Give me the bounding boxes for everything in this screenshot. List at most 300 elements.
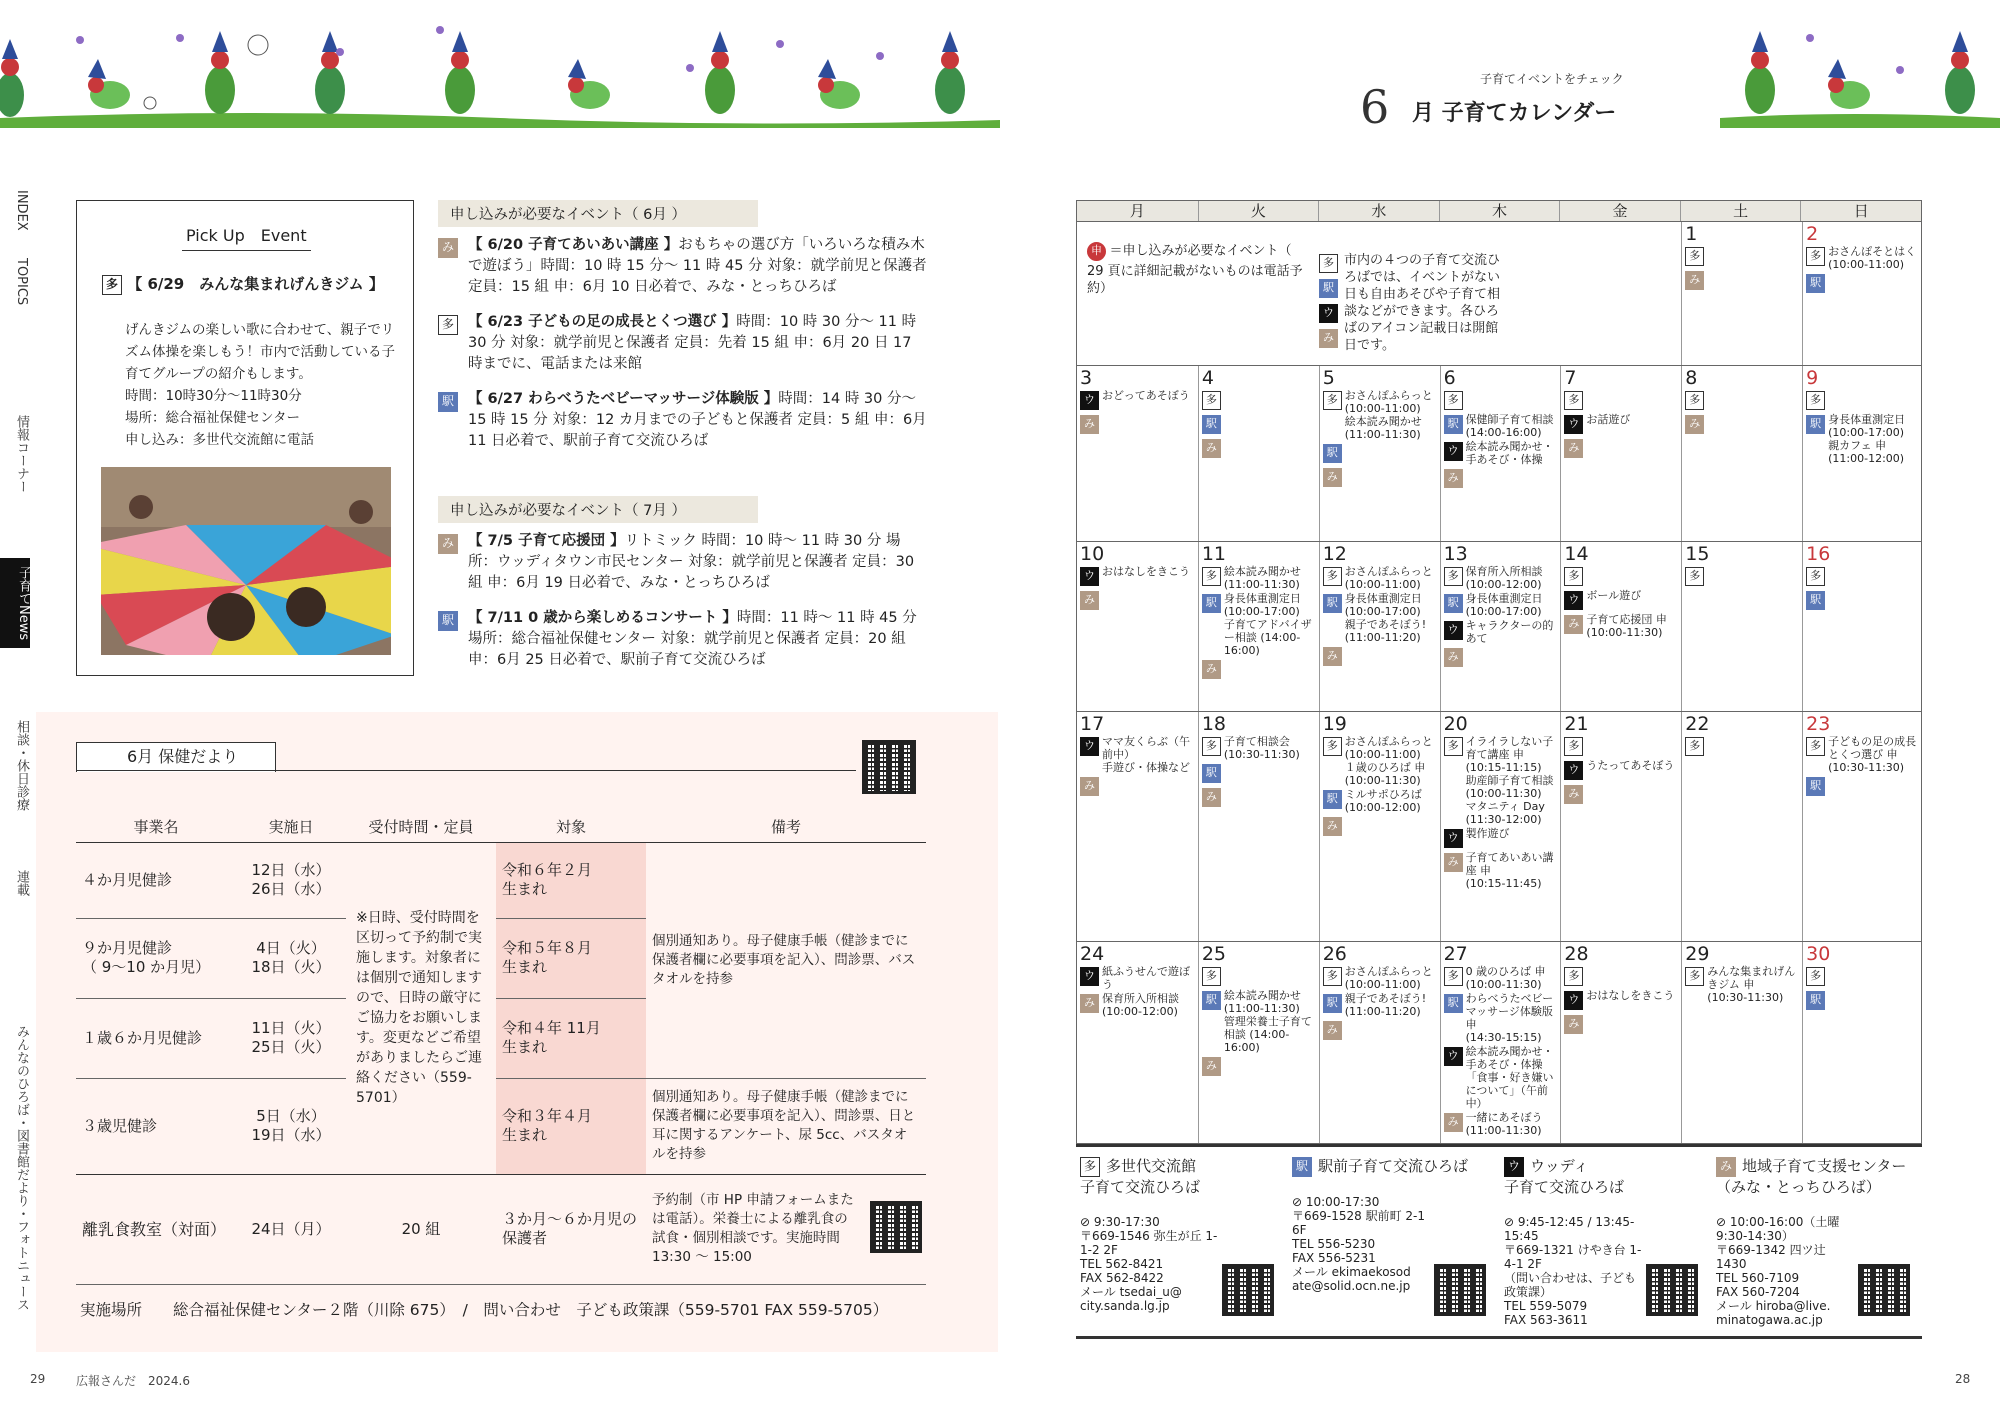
badge-minato: み <box>1444 469 1463 488</box>
weekday-label: 火 <box>1198 201 1319 221</box>
entry-text: おはなしをきこう <box>1102 565 1190 578</box>
calendar-entry <box>1202 786 1316 809</box>
badge-ekimae: 駅 <box>1323 994 1342 1013</box>
calendar-entry <box>1685 413 1799 436</box>
badge-ekimae: 駅 <box>1444 994 1463 1013</box>
calendar-day-cell[interactable] <box>1198 712 1319 941</box>
health-table <box>76 812 926 1285</box>
calendar-entry <box>1080 775 1195 798</box>
calendar-day-cell[interactable] <box>1198 366 1319 541</box>
page-number-left: 29 <box>30 1372 46 1386</box>
sidebar-item-consultation[interactable]: 相談・休日診療 <box>14 720 29 811</box>
calendar-entry <box>1806 589 1920 612</box>
calendar-day-cell[interactable] <box>1440 542 1561 711</box>
entry-text: ボール遊び <box>1586 589 1642 602</box>
badge-ekimae: 駅 <box>1806 591 1825 610</box>
table-row <box>76 1174 926 1284</box>
legend-venue-info: ⊘ 9:45-12:45 / 13:45-15:45 〒669-1321 けやき台 1-4-1 2F （問い合わせは、子ども政策課） TEL 559-5079 FAX 563-3611 <box>1504 1214 1642 1327</box>
pickup-title-text: 【 6/29 みんな集まれげんきジム 】 <box>127 275 384 293</box>
calendar-entry <box>1806 965 1920 988</box>
day-number: 2 <box>1806 223 1819 245</box>
calendar-entry <box>1080 565 1195 588</box>
event-body: リトミック 時間：10 時～ 11 時 30 分 場所：ウッディタウン市民センター 対象：就学前児と保護者 定員：30 組 申：6月 19 日必着で、みな・とっちひろば <box>468 533 915 591</box>
table-row <box>76 1078 926 1174</box>
calendar-entry <box>1564 437 1678 460</box>
entry-text: 身長体重測定日 (10:00-17:00) 親子であそぼう! (11:00-11:20) <box>1344 592 1427 644</box>
calendar-entry <box>1444 389 1558 412</box>
calendar-day-cell[interactable] <box>1802 542 1923 711</box>
entry-text: 子育て相談会 (10:30-11:30) <box>1223 735 1300 761</box>
badge-minato: み <box>1319 329 1338 348</box>
badge-woody: ウ <box>1444 1047 1463 1066</box>
calendar-entry <box>1685 735 1799 758</box>
calendar-day-cell[interactable] <box>1077 366 1198 541</box>
badge-ekimae: 駅 <box>1444 415 1463 434</box>
calendar-entry <box>1444 646 1558 669</box>
entry-text: おさんぽふらっと (10:00-11:00) １歳のひろば 申 (10:00-11:30) <box>1344 735 1433 787</box>
row-target: 令和６年２月 生まれ <box>496 842 646 918</box>
calendar-entry <box>1080 413 1195 436</box>
badge-minato: み <box>1080 777 1099 796</box>
day-number: 15 <box>1685 543 1710 565</box>
badge-tasedai: 多 <box>1080 1157 1100 1177</box>
qr-code[interactable] <box>1222 1264 1274 1316</box>
qr-code[interactable] <box>1646 1264 1698 1316</box>
badge-woody: ウ <box>1444 442 1463 461</box>
entry-text: 絵本読み聞かせ (11:00-11:30) <box>1223 565 1301 591</box>
calendar-entry <box>1564 783 1678 806</box>
calendar-day-cell[interactable] <box>1077 542 1198 711</box>
row-target: ３か月～６か月児の保護者 <box>496 1174 646 1284</box>
calendar-entry <box>1685 245 1799 268</box>
entry-text: ミルサポひろば (10:00-12:00) <box>1344 788 1422 814</box>
calendar-day-cell[interactable] <box>1681 942 1802 1143</box>
calendar-day-cell[interactable] <box>1681 712 1802 941</box>
badge-woody: ウ <box>1444 621 1463 640</box>
qr-code[interactable] <box>870 1201 922 1253</box>
badge-minato: み <box>1564 1015 1583 1034</box>
calendar-entry <box>1444 619 1558 645</box>
legend-title <box>1716 1156 1926 1197</box>
badge-minato: み <box>438 238 458 258</box>
legend-venue-info: ⊘ 10:00-16:00（土曜9:30-14:30） 〒669-1342 四ツ辻 1430 TEL 560-7109 FAX 560-7204 メール hiroba@live. minatogawa.ac.jp <box>1716 1214 1840 1327</box>
badge-minato: み <box>1685 415 1704 434</box>
calendar-day-cell[interactable] <box>1077 942 1198 1143</box>
legend-venue-info: ⊘ 9:30-17:30 〒669-1546 弥生が丘 1-1-2 2F TEL 562-8421 FAX 562-8422 メール tsedai_u@ city.sanda.lg.jp <box>1080 1214 1218 1313</box>
badge-tasedai: 多 <box>1323 967 1342 986</box>
badge-tasedai: 多 <box>1202 737 1221 756</box>
legend-venue <box>1504 1156 1714 1326</box>
sidebar-item-childcare-news[interactable]: 子育てNews <box>0 558 30 648</box>
calendar-entry <box>1323 565 1437 591</box>
day-number: 28 <box>1564 943 1589 965</box>
calendar-entry <box>1444 592 1558 618</box>
badge-minato: み <box>1323 1021 1342 1040</box>
calendar-entry <box>1202 762 1316 785</box>
badge-minato: み <box>1202 788 1221 807</box>
entry-text: 身長体重測定日 (10:00-17:00) 親カフェ 申 (11:00-12:00) <box>1828 413 1906 465</box>
badge-woody: ウ <box>1564 761 1583 780</box>
event-item <box>438 235 928 298</box>
calendar-day-cell[interactable] <box>1198 942 1319 1143</box>
day-number: 12 <box>1322 543 1347 565</box>
entry-text: ママ友くらぶ（午前中） 手遊び・体操など <box>1102 735 1190 774</box>
entry-text: 親子であそぼう! (11:00-11:20) <box>1344 992 1427 1018</box>
calendar-day-cell[interactable] <box>1560 542 1681 711</box>
badge-woody: ウ <box>1564 991 1583 1010</box>
badge-tasedai: 多 <box>1806 737 1825 756</box>
entry-text: おはなしをきこう <box>1586 989 1675 1002</box>
row-target: 令和５年８月 生まれ <box>496 918 646 998</box>
event-item <box>438 389 928 452</box>
calendar-intro <box>1319 222 1681 365</box>
pickup-description <box>125 319 405 451</box>
pickup-photo <box>101 467 391 655</box>
col-header: 受付時間・定員 <box>346 812 496 842</box>
calendar-week <box>1076 942 1922 1144</box>
calendar-entry <box>1685 965 1799 1004</box>
entry-text: お話遊び <box>1586 413 1631 426</box>
calendar-day-cell[interactable] <box>1440 366 1561 541</box>
entry-text: 製作遊び <box>1465 827 1510 840</box>
venue-legend <box>1076 1156 1922 1336</box>
sidebar-item-info[interactable]: 情報コーナー <box>14 415 29 493</box>
calendar-day-cell[interactable] <box>1440 712 1561 941</box>
calendar-day-cell[interactable] <box>1802 222 1923 365</box>
qr-code[interactable] <box>1434 1264 1486 1316</box>
calendar-day-cell[interactable] <box>1560 366 1681 541</box>
entry-text: 保育所入所相談 (10:00-12:00) <box>1465 565 1543 591</box>
intro-badges <box>1319 252 1338 354</box>
day-number: 5 <box>1322 367 1335 389</box>
legend-venue <box>1716 1156 1926 1326</box>
row-name: ４か月児健診 <box>76 842 236 918</box>
calendar-entry <box>1564 413 1678 436</box>
col-header: 事業名 <box>76 812 236 842</box>
day-number: 9 <box>1806 367 1819 389</box>
calendar-day-cell[interactable] <box>1077 712 1198 941</box>
sidebar-item-series[interactable]: 連載 <box>14 870 29 896</box>
calendar-day-cell[interactable] <box>1319 366 1440 541</box>
badge-tasedai: 多 <box>1564 737 1583 756</box>
day-number: 6 <box>1443 367 1456 389</box>
badge-minato: み <box>1444 1113 1463 1132</box>
entry-text: 絵本読み聞かせ・手あそび・体操「食事・好き嫌いについて」（午前中） <box>1465 1045 1554 1110</box>
day-number: 25 <box>1201 943 1227 965</box>
calendar-weekday-header <box>1076 200 1922 222</box>
calendar-entry <box>1323 1019 1437 1042</box>
calendar-day-cell[interactable] <box>1681 542 1802 711</box>
calendar-entry <box>1323 992 1437 1018</box>
calendar-entry <box>1564 589 1678 612</box>
entry-text: 子どもの足の成長とくつ選び 申 (10:30-11:30) <box>1828 735 1917 774</box>
weekday-label: 水 <box>1318 201 1439 221</box>
legend-venue-name: 地域子育て支援センター （みな・とっちひろば） <box>1716 1157 1907 1196</box>
calendar-entry <box>1564 1013 1678 1036</box>
calendar-entry <box>1444 467 1558 490</box>
entry-text: おさんぽそとはく (10:00-11:00) <box>1828 245 1917 271</box>
weaning-note: 予約制（市 HP 申請フォームまたは電話）。栄養士による離乳食の試食・個別相談です。実施時間 13:30 ～ 15:00 <box>652 1192 854 1265</box>
day-number: 7 <box>1564 367 1577 389</box>
badge-tasedai: 多 <box>1806 567 1825 586</box>
badge-ekimae: 駅 <box>1806 991 1825 1010</box>
badge-woody: ウ <box>1564 591 1583 610</box>
legend-venue-name: 多世代交流館 子育て交流ひろば <box>1080 1157 1201 1196</box>
calendar-day-cell[interactable] <box>1319 712 1440 941</box>
badge-ekimae: 駅 <box>1202 764 1221 783</box>
entry-text: おさんぽふらっと (10:00-11:00) <box>1344 965 1433 991</box>
calendar-entry <box>1444 735 1558 826</box>
qr-code[interactable] <box>1858 1264 1910 1316</box>
entry-text: 0 歳のひろば 申 (10:00-11:30) <box>1465 965 1546 991</box>
pickup-heading: Pick Up Event <box>182 223 311 251</box>
calendar-day-cell[interactable] <box>1802 942 1923 1143</box>
calendar-entry <box>1806 413 1920 465</box>
entry-text: 身長体重測定日 (10:00-17:00) <box>1465 592 1543 618</box>
calendar-day-cell[interactable] <box>1560 712 1681 941</box>
day-number: 20 <box>1443 713 1468 735</box>
legend-venue <box>1292 1156 1502 1326</box>
badge-tasedai: 多 <box>1806 247 1825 266</box>
calendar-note-text: ＝申し込みが必要なイベント（ 29 頁に詳細記載がないものは電話予約） <box>1087 243 1303 296</box>
row-target: 令和４年 11月 生まれ <box>496 998 646 1078</box>
calendar-entry <box>1080 992 1195 1018</box>
badge-tasedai: 多 <box>438 315 458 335</box>
calendar-note <box>1077 222 1319 365</box>
entry-text: 一緒にあそぼう (11:00-11:30) <box>1465 1111 1543 1137</box>
weekday-label: 月 <box>1129 202 1145 220</box>
badge-tasedai: 多 <box>1685 737 1704 756</box>
calendar-entry <box>1564 965 1678 988</box>
badge-tasedai: 多 <box>1202 391 1221 410</box>
calendar-entry <box>1323 788 1437 814</box>
badge-tasedai: 多 <box>1444 567 1463 586</box>
calendar-entry <box>1444 1045 1558 1110</box>
calendar-entry <box>1564 735 1678 758</box>
day-number: 21 <box>1564 713 1589 735</box>
badge-minato: み <box>1323 647 1342 666</box>
badge-tasedai: 多 <box>1202 567 1221 586</box>
badge-ekimae: 駅 <box>1806 777 1825 796</box>
badge-woody: ウ <box>1444 829 1463 848</box>
badge-ekimae: 駅 <box>1323 790 1342 809</box>
badge-ekimae: 駅 <box>1202 594 1221 613</box>
calendar-day-cell[interactable] <box>1802 366 1923 541</box>
badge-minato: み <box>1202 1057 1221 1076</box>
badge-minato: み <box>1685 271 1704 290</box>
entry-text: キャラクターの的あて <box>1465 619 1554 645</box>
sidebar-nav <box>0 190 30 1340</box>
calendar-entry <box>1444 992 1558 1044</box>
calendar-entry <box>1806 735 1920 774</box>
badge-tasedai: 多 <box>1319 254 1338 273</box>
event-title: 【 6/20 子育てあいあい講座 】 <box>468 237 679 253</box>
pickup-apply: 申し込み：多世代交流館に電話 <box>125 432 314 448</box>
calendar-entry <box>1202 965 1316 988</box>
badge-tasedai: 多 <box>1806 391 1825 410</box>
badge-minato: み <box>1564 785 1583 804</box>
calendar-entry <box>1202 565 1316 591</box>
entry-text: 絵本読み聞かせ・手あそび・体操 <box>1465 440 1554 466</box>
entry-text: 絵本読み聞かせ (11:00-11:30) 管理栄養士子育て相談 (14:00-16:00) <box>1223 989 1312 1054</box>
badge-tasedai: 多 <box>1323 737 1342 756</box>
calendar-entry <box>1323 735 1437 787</box>
calendar-entry <box>1806 565 1920 588</box>
day-number: 14 <box>1564 543 1589 565</box>
badge-woody: ウ <box>1080 967 1099 986</box>
entry-text: イライラしない子育て講座 申 (10:15-11:15) 助産師子育て相談 (10:00-11:30) マタニティ Day (11:30-12:00) <box>1465 735 1554 826</box>
health-divider <box>76 770 856 771</box>
calendar-day-cell[interactable] <box>1802 712 1923 941</box>
badge-minato: み <box>1202 439 1221 458</box>
row-note: 個別通知あり。母子健康手帳（健診までに保護者欄に必要事項を記入）、問診票、日と耳に関するアンケート、尿 5cc、バスタオルを持参 <box>646 1078 926 1174</box>
badge-tasedai: 多 <box>1323 391 1342 410</box>
badge-woody: ウ <box>1319 304 1338 323</box>
day-number: 17 <box>1080 713 1105 735</box>
calendar-entry <box>1323 466 1437 489</box>
badge-minato: み <box>1323 817 1342 836</box>
event-body: おもちゃの選び方「いろいろな積み木で遊ぼう」時間：10 時 15 分～ 11 時 45 分 対象：就学前児と保護者 定員：15 組 申：6月 10 日必着で、みな・とっちひろば <box>468 237 927 295</box>
reception-text: ※日時、受付時間を区切って予約制で実施します。対象者には個別で通知しますので、日時の厳守にご協力をお願いします。変更などご希望がありましたらご連絡ください（559-5701） <box>356 910 482 1106</box>
event-title: 【 7/5 子育て応援団 】 <box>468 533 625 549</box>
day-number: 4 <box>1201 367 1214 389</box>
badge-tasedai: 多 <box>1202 967 1221 986</box>
weekday-label: 日 <box>1800 201 1921 221</box>
calendar-day-cell[interactable] <box>1681 222 1802 365</box>
calendar-entry <box>1564 613 1678 639</box>
calendar-day-cell[interactable] <box>1560 942 1681 1143</box>
calendar <box>1076 200 1922 1144</box>
day-number: 3 <box>1080 367 1093 389</box>
day-number: 29 <box>1685 943 1710 965</box>
calendar-entry <box>1806 272 1920 295</box>
day-number: 18 <box>1201 713 1227 735</box>
calendar-day-cell[interactable] <box>1198 542 1319 711</box>
calendar-day-cell[interactable] <box>1440 942 1561 1143</box>
entry-text: 身長体重測定日 (10:00-17:00) 子育てアドバイザー相談 (14:00-16:00) <box>1223 592 1312 657</box>
calendar-entry <box>1444 965 1558 991</box>
calendar-entry <box>1564 989 1678 1012</box>
calendar-entry <box>1323 815 1437 838</box>
col-header: 実施日 <box>236 812 346 842</box>
calendar-entry <box>1202 437 1316 460</box>
entry-text: おさんぽふらっと (10:00-11:00) 絵本読み聞かせ (11:00-11:30) <box>1344 389 1433 441</box>
day-number: 19 <box>1322 713 1347 735</box>
event-item <box>438 531 928 594</box>
badge-tasedai: 多 <box>1444 967 1463 986</box>
calendar-entry <box>1202 1055 1316 1078</box>
sidebar-item-community[interactable]: みんなのひろば・図書館だより・フォトニュース <box>14 1025 29 1311</box>
calendar-entry <box>1323 442 1437 465</box>
event-body: 時間：14 時 30 分～ 15 時 15 分 対象：12 カ月までの子どもと保護者 定員：5 組 申：6月 11 日必着で、駅前子育て交流ひろば <box>468 391 927 449</box>
calendar-entry <box>1806 989 1920 1012</box>
col-header: 対象 <box>496 812 646 842</box>
pickup-title <box>102 273 384 295</box>
badge-minato: み <box>438 534 458 554</box>
publication-name: 広報さんだ 2024.6 <box>76 1374 190 1388</box>
legend-venue <box>1080 1156 1290 1326</box>
badge-minato: み <box>1080 994 1099 1013</box>
badge-minato: み <box>1444 853 1463 872</box>
entry-text: 子育て応援団 申 (10:00-11:30) <box>1586 613 1667 639</box>
banner-illustration <box>0 0 2000 150</box>
calendar-entry <box>1323 592 1437 644</box>
row-date: 12日（水） 26日（水） <box>236 842 346 918</box>
calendar-entry <box>1564 389 1678 412</box>
badge-ekimae: 駅 <box>1806 415 1825 434</box>
row-capacity: 20 組 <box>346 1174 496 1284</box>
apply-mark: 申 <box>1087 242 1106 261</box>
event-item <box>438 312 928 375</box>
intro-text: 市内の４つの子育て交流ひろばでは、イベントがない日も自由あそびや子育て相談などができます。各ひろばのアイコン記載日は開館日です。 <box>1344 253 1501 353</box>
badge-tasedai: 多 <box>1444 737 1463 756</box>
badge-tasedai: 多 <box>102 275 122 295</box>
badge-ekimae: 駅 <box>1323 594 1342 613</box>
calendar-entry <box>1080 389 1195 412</box>
badge-tasedai: 多 <box>1685 247 1704 266</box>
row-date: 11日（火） 25日（火） <box>236 998 346 1078</box>
event-body: 時間：11 時～ 11 時 45 分 場所：総合福祉保健センター 対象：就学前児と保護者 定員：20 組 申：6月 25 日必着で、駅前子育て交流ひろば <box>468 610 917 668</box>
events-july <box>438 496 928 671</box>
calendar-title <box>1360 58 1690 134</box>
calendar-day-cell[interactable] <box>1319 942 1440 1143</box>
calendar-day-cell[interactable] <box>1681 366 1802 541</box>
sidebar-item-topics[interactable]: TOPICS <box>14 258 29 306</box>
calendar-week <box>1076 366 1922 542</box>
qr-code[interactable] <box>862 740 916 794</box>
legend-bottom-rule <box>1076 1336 1922 1339</box>
row-note <box>646 1174 926 1284</box>
calendar-week <box>1076 222 1922 366</box>
health-footer: 実施場所 総合福祉保健センター２階（川除 675） / 問い合わせ 子ども政策課（559-5701 FAX 559-5705） <box>80 1301 889 1319</box>
calendar-entry <box>1444 565 1558 591</box>
badge-minato: み <box>1323 468 1342 487</box>
sidebar-item-index[interactable]: INDEX <box>14 190 29 231</box>
day-number: 30 <box>1806 943 1831 965</box>
col-header: 備考 <box>646 812 926 842</box>
intro-row <box>1319 252 1681 354</box>
badge-woody: ウ <box>1564 415 1583 434</box>
row-name: ３歳児健診 <box>76 1078 236 1174</box>
entry-text: おさんぽふらっと (10:00-11:00) <box>1344 565 1433 591</box>
badge-tasedai: 多 <box>1685 567 1704 586</box>
day-number: 16 <box>1806 543 1831 565</box>
entry-text: わらべうたベビーマッサージ体験版 申 (14:30-15:15) <box>1465 992 1554 1044</box>
calendar-entry <box>1323 389 1437 441</box>
calendar-entry <box>1564 565 1678 588</box>
badge-minato: み <box>1564 615 1583 634</box>
calendar-entry <box>1444 1111 1558 1137</box>
calendar-entry <box>1806 775 1920 798</box>
calendar-week <box>1076 712 1922 942</box>
badge-ekimae: 駅 <box>1444 594 1463 613</box>
day-number: 10 <box>1080 543 1105 565</box>
row-date: 4日（火） 18日（火） <box>236 918 346 998</box>
events-july-heading: 申し込みが必要なイベント（ 7月 ） <box>438 496 758 523</box>
pickup-event-box <box>76 200 414 676</box>
calendar-entry <box>1202 658 1316 681</box>
badge-tasedai: 多 <box>1564 967 1583 986</box>
badge-minato: み <box>1716 1157 1736 1177</box>
legend-venue-info: ⊘ 10:00-17:30 〒669-1528 駅前町 2-1 6F TEL 556-5230 FAX 556-5231 メール ekimaekosod ate@solid.ocn.ne.jp <box>1292 1194 1426 1293</box>
calendar-day-cell[interactable] <box>1319 542 1440 711</box>
legend-title <box>1504 1156 1714 1197</box>
legend-title <box>1292 1156 1502 1177</box>
event-title: 【 7/11 0 歳から楽しめるコンサート 】 <box>468 610 737 626</box>
badge-minato: み <box>1080 591 1099 610</box>
calendar-entry <box>1685 565 1799 588</box>
event-title: 【 6/23 子どもの足の成長とくつ選び 】 <box>468 314 737 330</box>
